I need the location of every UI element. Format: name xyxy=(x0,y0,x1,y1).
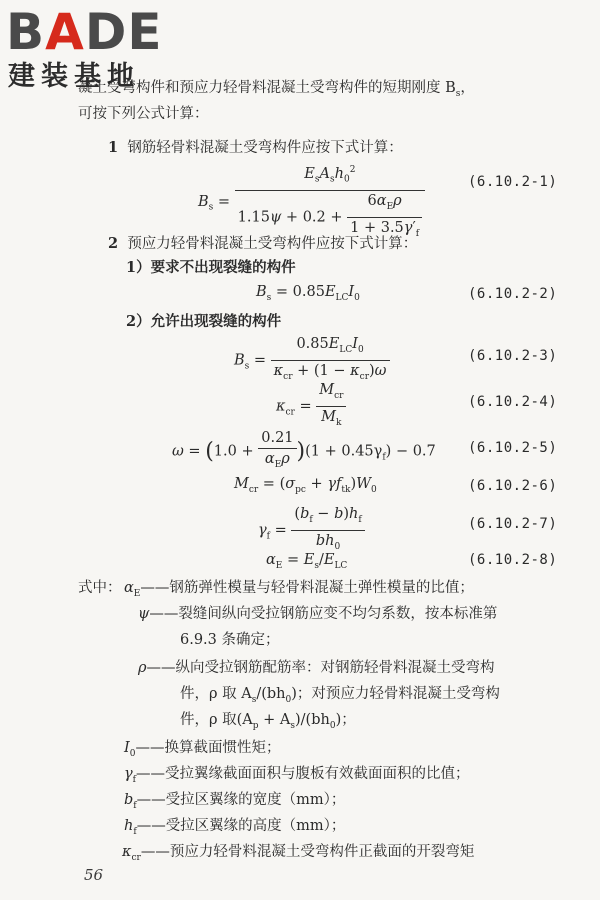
def-psi: ψ——裂缝间纵向受拉钢筋应变不均匀系数，按本标准第 xyxy=(138,606,498,622)
equation-number-2: (6.10.2-2) xyxy=(468,286,558,302)
equation-number-7: (6.10.2-7) xyxy=(468,516,558,532)
def-i0: $I_0——$换算截面惯性矩； xyxy=(124,740,281,759)
def-alpha: $\alpha_E——$钢筋弹性模量与轻骨料混凝土弹性模量的比值； xyxy=(124,580,474,599)
def-rho-cont-2: 件，ρ 取$(A_p + A_s)/(bh_0)$； xyxy=(180,712,356,731)
equation-number-1: (6.10.2-1) xyxy=(468,174,558,190)
equation-number-6: (6.10.2-6) xyxy=(468,478,558,494)
def-rho-cont-1: 件，ρ 取 $A_s/(bh_0)$；对预应力轻骨料混凝土受弯构 xyxy=(180,686,500,705)
page-number: 56 xyxy=(84,866,104,884)
def-gamma: $\gamma_f——$受拉翼缘截面面积与腹板有效截面面积的比值； xyxy=(124,766,470,785)
equation-number-4: (6.10.2-4) xyxy=(468,394,558,410)
equation-number-8: (6.10.2-8) xyxy=(468,552,558,568)
def-kappa: $\kappa_{cr}——$预应力轻骨料混凝土受弯构件正截面的开裂弯矩 xyxy=(122,844,475,863)
equation-1: $B_s$ = $E_sA_sh_0^2$ 1.15ψ + 0.2 + $\frac{6\alpha_E\rho}{1 + 3.5\gamma'_f}$ xyxy=(198,160,425,244)
logo-chinese: 建装基地 xyxy=(8,61,140,92)
sub-item-1: 1）要求不出现裂缝的构件 xyxy=(126,259,296,276)
equation-6: $M_{cr} = (\sigma_{pc} + \gamma f_{tk})W_0$ xyxy=(234,476,377,495)
equation-4: $\kappa_{cr}$ = $\frac{M_{cr}}{M_k}$ xyxy=(276,380,346,433)
equation-number-3: (6.10.2-3) xyxy=(468,348,558,364)
equation-2: $B_s = 0.85E_{LC}I_0$ xyxy=(256,284,360,303)
intro-line-2: 可按下列公式计算： xyxy=(78,106,209,122)
logo-wordmark: BADE xyxy=(6,3,163,61)
def-hf: $h_f——$受拉区翼缘的高度（mm）； xyxy=(124,818,346,837)
sub-item-2: 2）允许出现裂缝的构件 xyxy=(126,313,282,330)
where-label: 式中： xyxy=(78,580,122,596)
item-1: 1 钢筋轻骨料混凝土受弯构件应按下式计算： xyxy=(108,139,403,156)
equation-number-5: (6.10.2-5) xyxy=(468,440,558,456)
equation-3: $B_s$ = $\frac{0.85E_{LC}I_0}{\kappa_{cr} + (1 - \kappa_{cr})\omega}$ xyxy=(234,334,390,387)
equation-8: $\alpha_E = E_s/E_{LC}$ xyxy=(266,552,348,571)
def-psi-cont: 6.9.3 条确定； xyxy=(180,632,280,648)
intro-line-1: 凝土受弯构件和预应力轻骨料混凝土受弯构件的短期刚度 $B_s$， xyxy=(78,80,475,99)
equation-7: $\gamma_f$ = $\frac{(b_f - b)h_f}{bh_0}$ xyxy=(258,504,365,557)
def-rho: ρ——纵向受拉钢筋配筋率：对钢筋轻骨料混凝土受弯构 xyxy=(138,660,495,676)
def-bf: $b_f——$受拉区翼缘的宽度（mm）； xyxy=(124,792,346,811)
equation-5: ω = (1.0 + $\frac{0.21}{\alpha_E\rho}$ )$(1 + 0.45\gamma_f) - 0.7$ xyxy=(172,428,436,475)
item-2: 2 预应力轻骨料混凝土受弯构件应按下式计算： xyxy=(108,235,418,252)
